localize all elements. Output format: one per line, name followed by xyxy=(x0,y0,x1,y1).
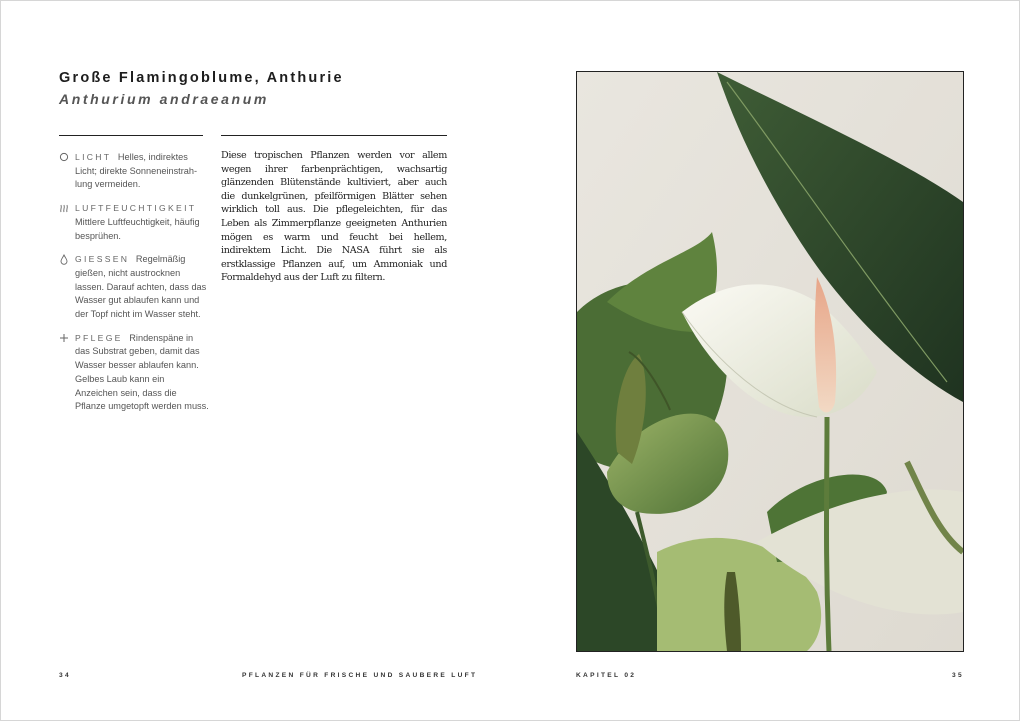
plus-icon xyxy=(59,333,69,344)
left-page-number: 34 xyxy=(59,672,71,679)
care-label: LUFTFEUCHTIGKEIT xyxy=(75,203,197,214)
care-text: Rindenspäne in das Substrat geben, damit das Wasser besser ablaufen kann. Gelbes Laub kann ein Anzeichen sein, dass die Pflanze umgetopft werden muss. xyxy=(75,332,209,412)
left-running-title: PFLANZEN FÜR FRISCHE UND SAUBERE LUFT xyxy=(242,672,478,679)
care-item-licht xyxy=(59,151,209,192)
text-column-rule xyxy=(221,135,447,136)
care-list xyxy=(59,151,209,424)
care-column-rule xyxy=(59,135,203,136)
plant-description: Diese tropischen Pflanzen werden vor allem wegen ihrer farbenprächtigen, wachsartig glänzenden Blütenstände kultiviert, aber auch die dunkelgrünen, pfeilförmigen Blätter sehen wirklich toll aus. Die pflegeleichten, für das Leben als Zimmerpflanze geeigneten Anthurien mögen es warm und feucht bei hellem, indirektem Licht. Die NASA führt sie als erstklassige Pflanzen auf, um Ammoniak und Formaldehyd aus der Luft zu filtern. xyxy=(221,150,447,284)
care-text: Helles, indirektes Licht; direkte Sonneneinstrah-lung vermeiden. xyxy=(75,152,198,190)
care-text: Mittlere Luftfeuchtigkeit, häufig besprühen. xyxy=(75,216,200,241)
anthurium-photo xyxy=(576,71,964,652)
care-text: Regelmäßig gießen, nicht austrocknen lassen. Darauf achten, dass das Wasser gut ablaufen kann und der Topf nicht im Wasser steht. xyxy=(75,254,207,320)
care-label: LICHT xyxy=(75,152,112,162)
plant-latin-name: Anthurium andraeanum xyxy=(59,91,269,107)
water-drop-icon xyxy=(59,254,69,265)
right-page-number: 35 xyxy=(952,672,964,679)
care-label: PFLEGE xyxy=(75,332,123,343)
care-item-luftfeuchtigkeit xyxy=(59,202,209,243)
right-chapter: KAPITEL 02 xyxy=(576,672,637,679)
care-item-pflege xyxy=(59,332,209,414)
care-item-giessen xyxy=(59,253,209,322)
sun-circle-icon xyxy=(59,152,69,163)
humidity-waves-icon xyxy=(59,203,69,214)
care-label: GIESSEN xyxy=(75,254,130,265)
plant-title: Große Flamingoblume, Anthurie xyxy=(59,70,344,86)
